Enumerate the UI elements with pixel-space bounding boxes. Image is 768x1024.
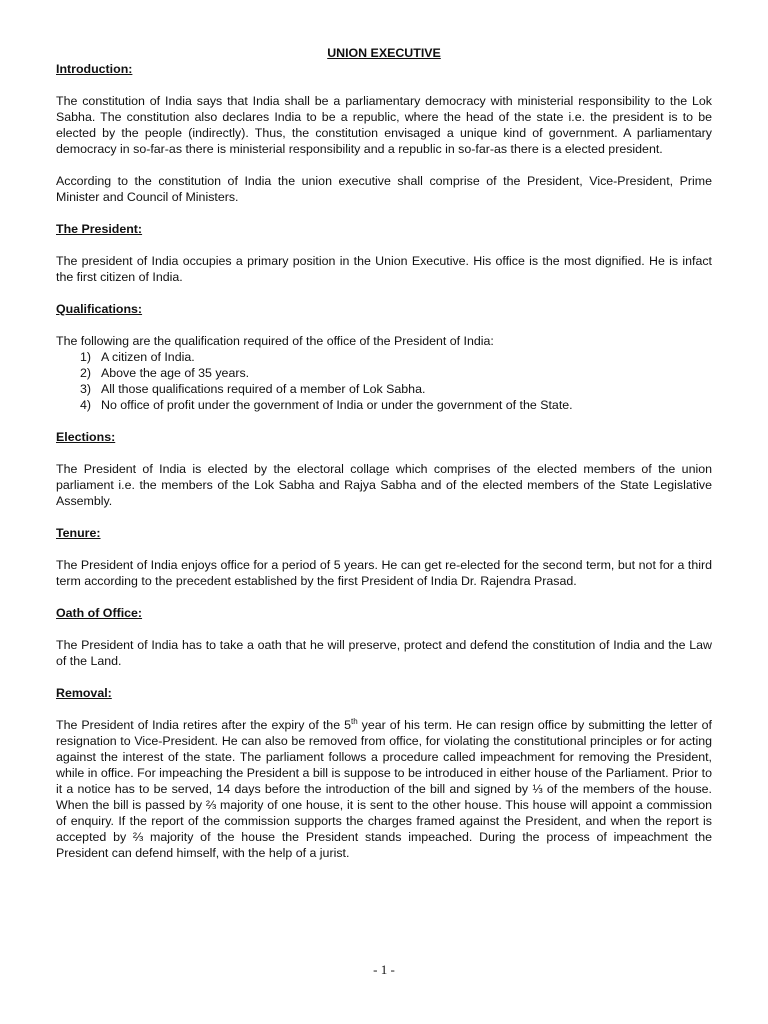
president-paragraph: The president of India occupies a primary position in the Union Executive. His office is the most dignified. He is infact the first citizen of India. bbox=[56, 254, 712, 284]
list-item: 2) Above the age of 35 years. bbox=[80, 366, 250, 380]
qualifications-intro: The following are the qualification required of the office of the President of India: bbox=[56, 334, 494, 348]
introduction-paragraph-2: According to the constitution of India the union executive shall comprise of the President, Vice-President, Prime Minister and Council of Ministers. bbox=[56, 174, 712, 204]
heading-the-president: The President: bbox=[56, 222, 143, 236]
document-page bbox=[56, 45, 712, 861]
elections-paragraph: The President of India is elected by the electoral collage which comprises of the elected members of the union parliament i.e. the members of the Lok Sabha and Rajya Sabha and of the elected members of the State Legislative Assembly. bbox=[56, 462, 712, 508]
document-title: UNION EXECUTIVE bbox=[327, 46, 441, 60]
heading-oath-of-office: Oath of Office: bbox=[56, 606, 143, 620]
heading-tenure: Tenure: bbox=[56, 526, 101, 540]
introduction-paragraph-1: The constitution of India says that India shall be a parliamentary democracy with ministerial responsibility to the Lok Sabha. The constitution also declares India to be a republic, where the head of the state i.e. the president is to be elected by the people (indirectly). Thus, the constitution envisaged a unique kind of government. A parliamentary democracy in so-far-as there is ministerial responsibility and a republic in so-far-as there is a elected president. bbox=[56, 94, 712, 156]
oath-paragraph: The President of India has to take a oath that he will preserve, protect and defend the constitution of India and the Law of the Land. bbox=[56, 638, 712, 668]
heading-introduction: Introduction: bbox=[56, 62, 133, 76]
heading-qualifications: Qualifications: bbox=[56, 302, 143, 316]
removal-paragraph: The President of India retires after the expiry of the 5th year of his term. He can resign office by submitting the letter of resignation to Vice-President. He can also be removed from office, for violating the constitutional principles or for acting against the interest of the state. The parliament follows a procedure called impeachment for removing the President, while in office. For impeaching the President a bill is suppose to be introduced in either house of the Parliament. Prior to it a notice has to be served, 14 days before the introduction of the bill and signed by ⅓ of the members of the house. When the bill is passed by ⅔ majority of one house, it is sent to the other house. This house will appoint a commission of enquiry. If the report of the commission supports the charges framed against the President, and when the report is accepted by ⅔ majority of the house the President stands impeached. During the process of impeachment the President can defend himself, with the help of a jurist. bbox=[56, 716, 712, 860]
tenure-paragraph: The President of India enjoys office for a period of 5 years. He can get re-elected for the second term, but not for a third term according to the precedent established by the first President of India Dr. Rajendra Prasad. bbox=[56, 558, 712, 588]
list-item: 3) All those qualifications required of a member of Lok Sabha. bbox=[80, 382, 426, 396]
heading-removal: Removal: bbox=[56, 686, 112, 700]
heading-elections: Elections: bbox=[56, 430, 116, 444]
list-item: 4) No office of profit under the government of India or under the government of the State. bbox=[80, 398, 573, 412]
qualifications-list bbox=[56, 349, 712, 413]
page-number: - 1 - bbox=[373, 962, 395, 977]
list-item: 1) A citizen of India. bbox=[80, 350, 195, 364]
